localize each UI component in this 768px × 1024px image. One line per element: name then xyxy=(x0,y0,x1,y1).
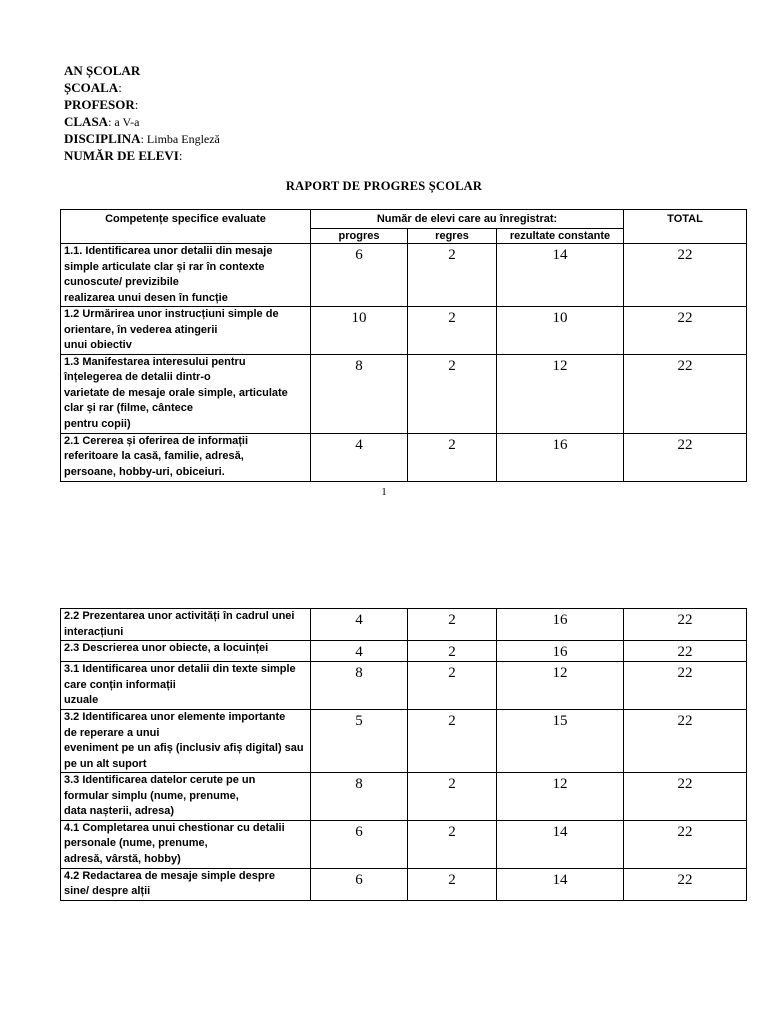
disciplina-value: : Limba Engleză xyxy=(140,132,220,146)
document-header xyxy=(64,62,220,164)
table-row xyxy=(61,244,747,307)
total-cell: 22 xyxy=(624,868,747,900)
progres-cell: 4 xyxy=(311,433,408,481)
total-cell: 22 xyxy=(624,662,747,710)
competence-cell: 2.2 Prezentarea unor activități în cadrul unei interacțiuni xyxy=(61,609,311,641)
table-row xyxy=(61,820,747,868)
total-cell: 22 xyxy=(624,244,747,307)
progres-cell: 8 xyxy=(311,662,408,710)
total-cell: 22 xyxy=(624,820,747,868)
progres-cell: 10 xyxy=(311,307,408,355)
regres-cell: 2 xyxy=(408,868,497,900)
disciplina-line xyxy=(64,130,220,147)
competence-cell: 2.3 Descrierea unor obiecte, a locuinței xyxy=(61,641,311,662)
constante-cell: 12 xyxy=(497,773,624,821)
constante-cell: 15 xyxy=(497,710,624,773)
scoala-colon: : xyxy=(118,80,122,95)
progress-table-page1 xyxy=(60,209,747,482)
total-cell: 22 xyxy=(624,433,747,481)
table-row xyxy=(61,354,747,433)
table-row xyxy=(61,641,747,662)
regres-cell: 2 xyxy=(408,710,497,773)
header-constante: rezultate constante xyxy=(497,229,624,244)
table-row xyxy=(61,868,747,900)
constante-cell: 14 xyxy=(497,244,624,307)
regres-cell: 2 xyxy=(408,433,497,481)
progres-cell: 4 xyxy=(311,641,408,662)
total-cell: 22 xyxy=(624,354,747,433)
table-row xyxy=(61,662,747,710)
total-cell: 22 xyxy=(624,641,747,662)
table-body-page1 xyxy=(61,244,747,482)
report-title: RAPORT DE PROGRES ȘCOLAR xyxy=(285,179,483,193)
table-body-page2 xyxy=(61,609,747,901)
header-numar-elevi: Număr de elevi care au înregistrat: xyxy=(311,210,624,229)
disciplina-label: DISCIPLINA xyxy=(64,131,141,146)
competence-cell: 3.3 Identificarea datelor cerute pe un formular simplu (nume, prenume, data nașterii, adresa) xyxy=(61,773,311,821)
table-row xyxy=(61,710,747,773)
progres-cell: 6 xyxy=(311,820,408,868)
competence-cell: 4.1 Completarea unui chestionar cu detalii personale (nume, prenume, adresă, vârstă, hobby) xyxy=(61,820,311,868)
header-competente: Competențe specifice evaluate xyxy=(61,210,311,244)
total-cell: 22 xyxy=(624,710,747,773)
constante-cell: 10 xyxy=(497,307,624,355)
progres-cell: 5 xyxy=(311,710,408,773)
progres-cell: 6 xyxy=(311,244,408,307)
clasa-label: CLASA xyxy=(64,114,109,129)
header-total: TOTAL xyxy=(624,210,747,244)
progres-cell: 4 xyxy=(311,609,408,641)
competence-cell: 1.3 Manifestarea interesului pentru înțelegerea de detalii dintr-o varietate de mesaje orale simple, articulate clar și rar (filme, cântece pentru copii) xyxy=(61,354,311,433)
progress-table-page2 xyxy=(60,608,747,901)
regres-cell: 2 xyxy=(408,662,497,710)
total-cell: 22 xyxy=(624,609,747,641)
constante-cell: 12 xyxy=(497,662,624,710)
progres-cell: 8 xyxy=(311,354,408,433)
table-row xyxy=(61,773,747,821)
regres-cell: 2 xyxy=(408,820,497,868)
clasa-value: : a V-a xyxy=(108,115,140,129)
total-cell: 22 xyxy=(624,307,747,355)
numar-elevi-colon: : xyxy=(178,148,183,163)
numar-elevi-line xyxy=(64,147,220,164)
table-row xyxy=(61,307,747,355)
progres-cell: 8 xyxy=(311,773,408,821)
total-cell: 22 xyxy=(624,773,747,821)
header-regres: regres xyxy=(408,229,497,244)
numar-elevi-label: NUMĂR DE ELEVI xyxy=(64,148,179,163)
competence-cell: 3.1 Identificarea unor detalii din texte simple care conțin informații uzuale xyxy=(61,662,311,710)
constante-cell: 14 xyxy=(497,868,624,900)
competence-cell: 2.1 Cererea și oferirea de informații referitoare la casă, familie, adresă, persoane, hobby-uri, obiceiuri. xyxy=(61,433,311,481)
an-scolar-line xyxy=(64,62,220,79)
constante-cell: 16 xyxy=(497,641,624,662)
header-progres: progres xyxy=(311,229,408,244)
competence-cell: 4.2 Redactarea de mesaje simple despre sine/ despre alții xyxy=(61,868,311,900)
regres-cell: 2 xyxy=(408,244,497,307)
regres-cell: 2 xyxy=(408,641,497,662)
constante-cell: 16 xyxy=(497,433,624,481)
competence-cell: 1.1. Identificarea unor detalii din mesaje simple articulate clar și rar în contexte cunoscute/ previzibile realizarea unui desen în funcție xyxy=(61,244,311,307)
regres-cell: 2 xyxy=(408,773,497,821)
regres-cell: 2 xyxy=(408,354,497,433)
profesor-line xyxy=(64,96,220,113)
constante-cell: 12 xyxy=(497,354,624,433)
competence-cell: 1.2 Urmărirea unor instrucțiuni simple de orientare, în vederea atingerii unui obiectiv xyxy=(61,307,311,355)
constante-cell: 16 xyxy=(497,609,624,641)
scoala-label: ȘCOALA xyxy=(64,80,119,95)
table-header-row xyxy=(61,210,747,229)
clasa-line xyxy=(64,113,220,130)
profesor-colon: : xyxy=(134,97,139,112)
table-row xyxy=(61,433,747,481)
page-number: 1 xyxy=(381,486,387,498)
an-scolar-label: AN ȘCOLAR xyxy=(64,63,141,78)
table-row xyxy=(61,609,747,641)
progres-cell: 6 xyxy=(311,868,408,900)
competence-cell: 3.2 Identificarea unor elemente importante de reperare a unui eveniment pe un afiș (inclusiv afiș digital) sau pe un alt suport xyxy=(61,710,311,773)
regres-cell: 2 xyxy=(408,307,497,355)
scoala-line xyxy=(64,79,220,96)
regres-cell: 2 xyxy=(408,609,497,641)
profesor-label: PROFESOR xyxy=(64,97,135,112)
constante-cell: 14 xyxy=(497,820,624,868)
